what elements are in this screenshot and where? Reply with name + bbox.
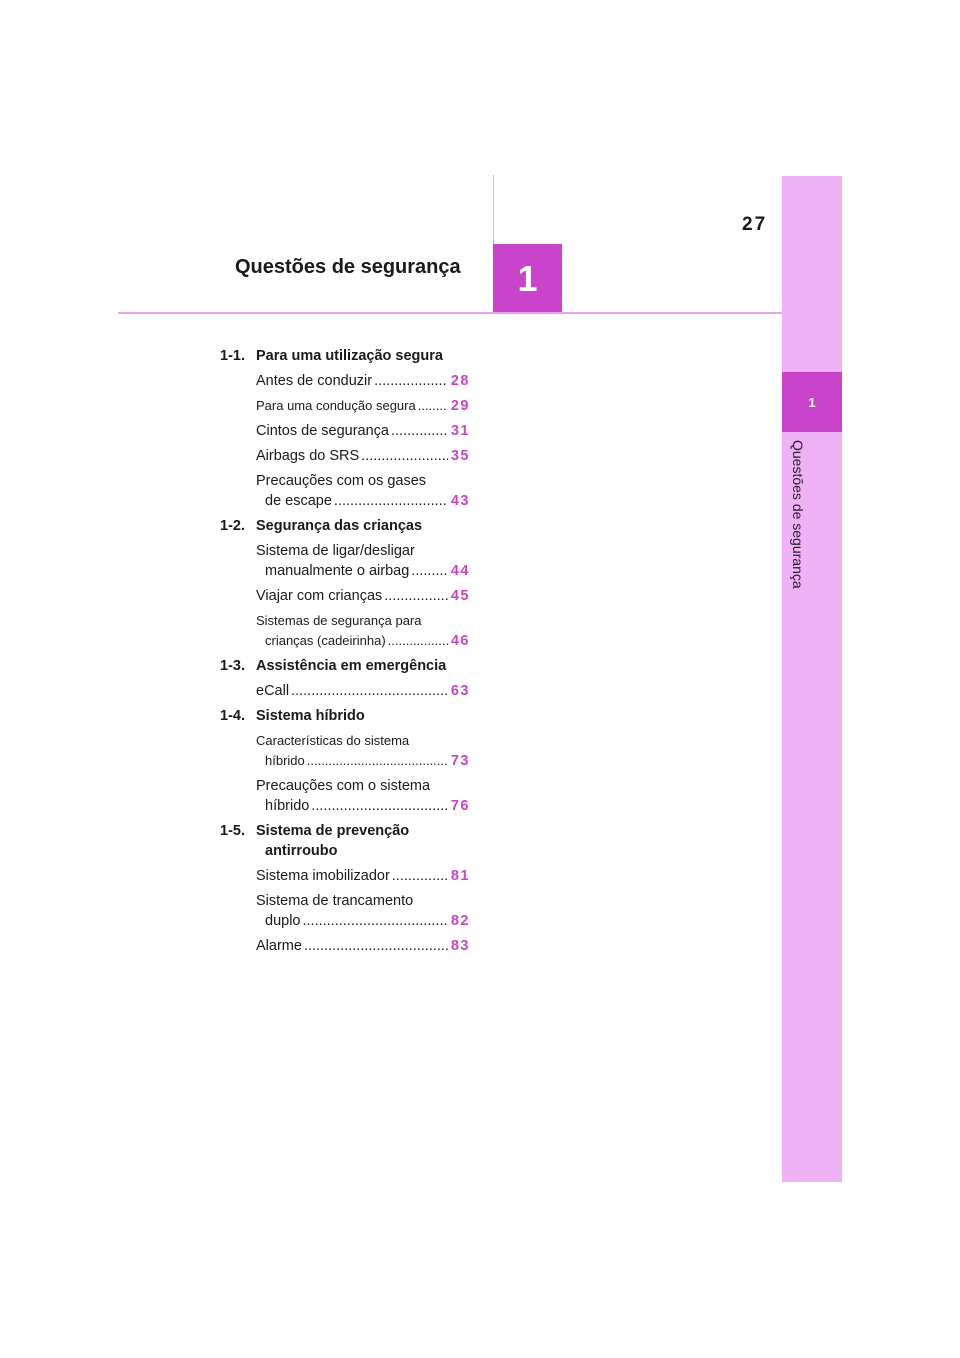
entry-text: Características do sistema [256, 733, 410, 748]
section-title: Sistema de prevenção [256, 823, 410, 839]
page-number: 27 [742, 214, 768, 235]
page-ref[interactable]: 44 [450, 563, 470, 579]
entry-text-cont: híbrido [265, 753, 305, 768]
toc-entry[interactable] [220, 936, 470, 956]
page-ref[interactable]: 45 [450, 588, 470, 604]
toc-entry[interactable] [220, 421, 470, 441]
entry-text-cont: manualmente o airbag [265, 563, 410, 579]
leader-dots [418, 396, 448, 416]
entry-text-cont: híbrido [265, 798, 310, 814]
page-ref[interactable]: 76 [450, 798, 470, 814]
entry-text-cont: crianças (cadeirinha) [265, 633, 386, 648]
page-ref[interactable]: 29 [450, 398, 470, 414]
leader-dots [334, 491, 448, 511]
leader-dots [374, 371, 448, 391]
toc-section-1-3 [220, 656, 470, 676]
section-title-cont: antirroubo [265, 843, 338, 859]
page-ref[interactable]: 31 [450, 423, 470, 439]
toc-section-1-5 [220, 821, 470, 861]
entry-text: Sistema de trancamento [256, 893, 414, 909]
toc-entry[interactable] [220, 731, 470, 771]
toc-section-1-4 [220, 706, 470, 726]
section-number: 1-3. [220, 658, 245, 674]
chapter-number-box: 1 [493, 244, 562, 313]
toc-entry[interactable] [220, 396, 470, 416]
toc-entry[interactable] [220, 611, 470, 651]
toc-section-1-1 [220, 346, 470, 366]
chapter-title: Questões de segurança [235, 256, 461, 278]
page-ref[interactable]: 82 [450, 913, 470, 929]
page-ref[interactable]: 81 [450, 868, 470, 884]
toc-entry[interactable] [220, 891, 470, 931]
toc-section-1-2 [220, 516, 470, 536]
entry-text: Alarme [256, 938, 302, 954]
page-ref[interactable]: 73 [450, 753, 470, 769]
toc-entry[interactable] [220, 776, 470, 816]
section-title: Segurança das crianças [256, 518, 423, 534]
entry-text-cont: de escape [265, 493, 332, 509]
leader-dots [392, 866, 448, 886]
entry-text: Cintos de segurança [256, 423, 389, 439]
side-tab-marker: 1 [782, 372, 842, 432]
entry-text: Antes de conduzir [256, 373, 373, 389]
page-ref[interactable]: 83 [450, 938, 470, 954]
toc-entry[interactable] [220, 371, 470, 391]
entry-text: Para uma condução segura [256, 398, 416, 413]
entry-text: Precauções com o sistema [256, 778, 431, 794]
page-ref[interactable]: 46 [450, 633, 470, 649]
section-number: 1-5. [220, 823, 245, 839]
entry-text: eCall [256, 683, 290, 699]
entry-text: Airbags do SRS [256, 448, 360, 464]
table-of-contents [220, 346, 470, 956]
leader-dots [291, 681, 448, 701]
section-number: 1-2. [220, 518, 245, 534]
entry-text: Sistemas de segurança para [256, 613, 422, 628]
leader-dots [311, 796, 448, 816]
leader-dots [391, 421, 448, 441]
header-vertical-rule [493, 175, 494, 245]
side-tab-label: Questões de segurança [790, 440, 806, 589]
page-ref[interactable]: 28 [450, 373, 470, 389]
toc-entry[interactable] [220, 681, 470, 701]
leader-dots [302, 911, 448, 931]
entry-text-cont: duplo [265, 913, 301, 929]
entry-text: Precauções com os gases [256, 473, 427, 489]
leader-dots [411, 561, 448, 581]
entry-text: Sistema de ligar/desligar [256, 543, 415, 559]
leader-dots [384, 586, 448, 606]
page-ref[interactable]: 43 [450, 493, 470, 509]
toc-entry[interactable] [220, 866, 470, 886]
toc-entry[interactable] [220, 446, 470, 466]
section-title: Assistência em emergência [256, 658, 447, 674]
toc-entry[interactable] [220, 471, 470, 511]
section-number: 1-1. [220, 348, 245, 364]
entry-text: Sistema imobilizador [256, 868, 390, 884]
leader-dots [307, 751, 448, 771]
section-number: 1-4. [220, 708, 245, 724]
section-title: Sistema híbrido [256, 708, 365, 724]
toc-entry[interactable] [220, 586, 470, 606]
section-title: Para uma utilização segura [256, 348, 443, 364]
entry-text: Viajar com crianças [256, 588, 383, 604]
toc-entry[interactable] [220, 541, 470, 581]
page-ref[interactable]: 35 [450, 448, 470, 464]
header-rule [118, 312, 782, 314]
page-ref[interactable]: 63 [450, 683, 470, 699]
leader-dots [388, 631, 448, 651]
side-tab [782, 176, 842, 1182]
leader-dots [304, 936, 448, 956]
leader-dots [361, 446, 448, 466]
